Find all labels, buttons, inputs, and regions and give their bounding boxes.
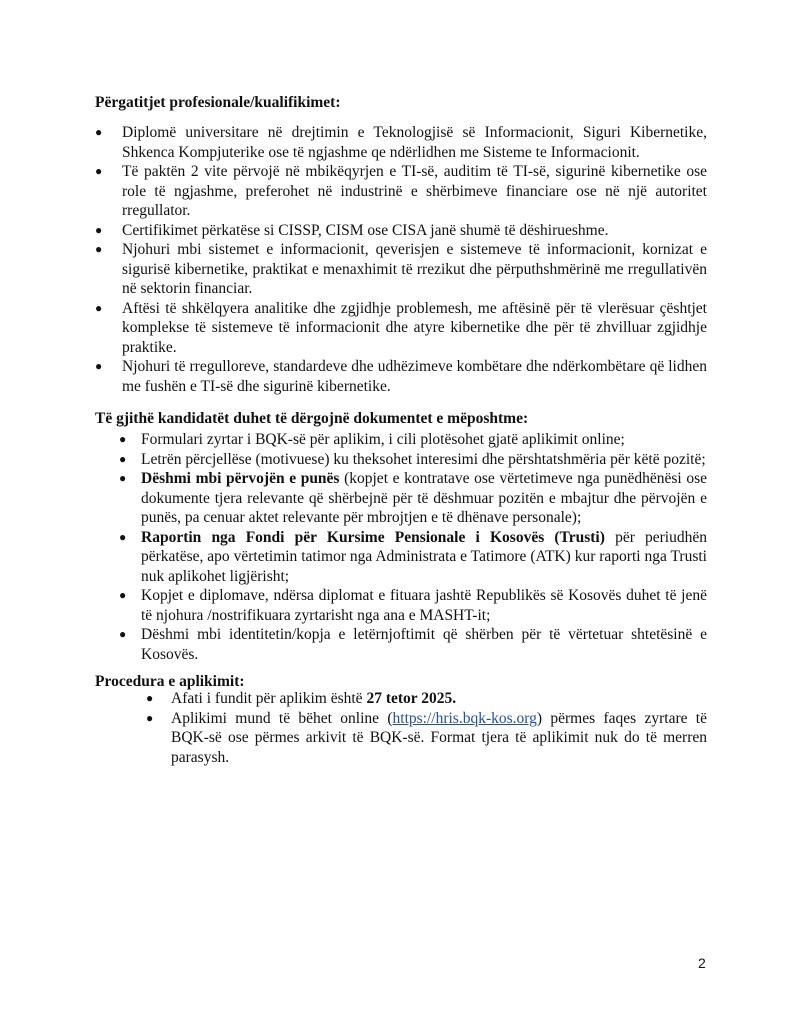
list-item-deadline: ● Afati i fundit për aplikim është 27 tetor 2025. — [146, 690, 457, 707]
bullet-icon: ● — [119, 471, 127, 485]
list-item: ● Dëshmi mbi përvojën e punës (kopjet e kontratave ose vërtetimeve nga punëdhënësi ose dokumente tjera relevante që shërbejnë për të dëshmuar pozitën e mbajtur dhe përvojën e punës, pa cenuar aktet relevante për mbrojtjen e të dhënave personale); — [119, 470, 707, 526]
section-heading-qualifications: Përgatitjet profesionale/kualifikimet: — [95, 94, 341, 111]
bullet-icon: ● — [95, 164, 103, 178]
page-number: 2 — [698, 955, 706, 971]
bullet-icon: ● — [95, 242, 103, 256]
bullet-icon: ● — [119, 451, 127, 466]
documents-list — [117, 430, 707, 664]
bullet-icon: ● — [95, 222, 103, 237]
bullet-icon: ● — [119, 588, 127, 602]
list-item: ● Kopjet e diplomave, ndërsa diplomat e fituara jashtë Republikës së Kosovës duhet të jenë të njohura /nostrifikuara zyrtarisht nga ana e MASHT-it; — [119, 587, 707, 624]
list-item: ● Certifikimet përkatëse si CISSP, CISM ose CISA janë shumë të dëshirueshme. — [95, 221, 609, 239]
bullet-icon: ● — [119, 432, 127, 446]
application-link[interactable]: https://hris.bqk-kos.org — [392, 709, 537, 727]
list-item: ● Diplomë universitare në drejtimin e Teknologjisë së Informacionit, Siguri Kibernetike, Shkenca Kompjuterike ose të ngjashme qe ndërlidhen me Sisteme te Informacionit. — [95, 124, 707, 161]
bullet-icon: ● — [95, 125, 103, 139]
list-item: ● Dëshmi mbi identitetin/kopja e letërnjoftimit që shërben për të vërtetuar shtetësinë e Kosovës. — [119, 626, 707, 663]
procedure-list — [146, 689, 707, 767]
deadline-date: 27 tetor 2025. — [366, 690, 457, 707]
list-item: ● Njohuri të rregulloreve, standardeve dhe udhëzimeve kombëtare dhe ndërkombëtare që lidhen me fushën e TI-së dhe sigurinë kibernetike. — [95, 358, 707, 395]
bullet-icon: ● — [146, 691, 154, 705]
list-item: ● Raportin nga Fondi për Kursime Pensionale i Kosovës (Trusti) për periudhën përkatëse, apo vërtetimin tatimor nga Administrata e Tatimore (ATK) kur raporti nga Trusti nuk aplikohet ligjërisht; — [119, 528, 707, 585]
list-item: ● Njohuri mbi sistemet e informacionit, qeverisjen e sistemeve të informacionit, kornizat e sigurisë kibernetike, praktikat e menaxhimit të rrezikut dhe përputhshmërinë me rregullativën në sektorin financiar. — [95, 241, 707, 297]
section-heading-procedure: Procedura e aplikimit: — [95, 673, 245, 690]
qualifications-list — [95, 123, 707, 396]
list-item: ● Formulari zyrtar i BQK-së për aplikim, i cili plotësohet gjatë aplikimit online; — [119, 431, 625, 448]
list-item: ● Të paktën 2 vite përvojë në mbikëqyrjen e TI-së, auditim të TI-së, sigurinë kibernetike ose role të ngjashme, preferohet në industrinë e shërbimeve financiare ose në një autoritet rregullator. — [95, 163, 707, 219]
list-item: ● Letrën përcjellëse (motivuese) ku theksohet interesimi dhe përshtatshmëria për këtë pozitë; — [119, 450, 706, 468]
bullet-icon: ● — [146, 710, 154, 725]
bullet-icon: ● — [119, 627, 127, 641]
bullet-icon: ● — [119, 529, 127, 544]
bullet-icon: ● — [95, 300, 103, 315]
list-item: ● Aftësi të shkëlqyera analitike dhe zgjidhje problemesh, me aftësinë për të vlerësuar çështjet komplekse të sistemeve të informacionit dhe atyre kibernetike dhe për të zhvilluar zgjidhje praktike. — [95, 299, 707, 356]
bullet-icon: ● — [95, 359, 103, 373]
section-heading-documents: Të gjithë kandidatët duhet të dërgojnë dokumentet e mëposhtme: — [95, 410, 529, 427]
list-item-apply: ● Aplikimi mund të bëhet online (https://hris.bqk-kos.org) përmes faqes zyrtare të BQK-së ose përmes arkivit të BQK-së. Format tjera të aplikimit nuk do të merren parasysh. — [146, 709, 707, 766]
